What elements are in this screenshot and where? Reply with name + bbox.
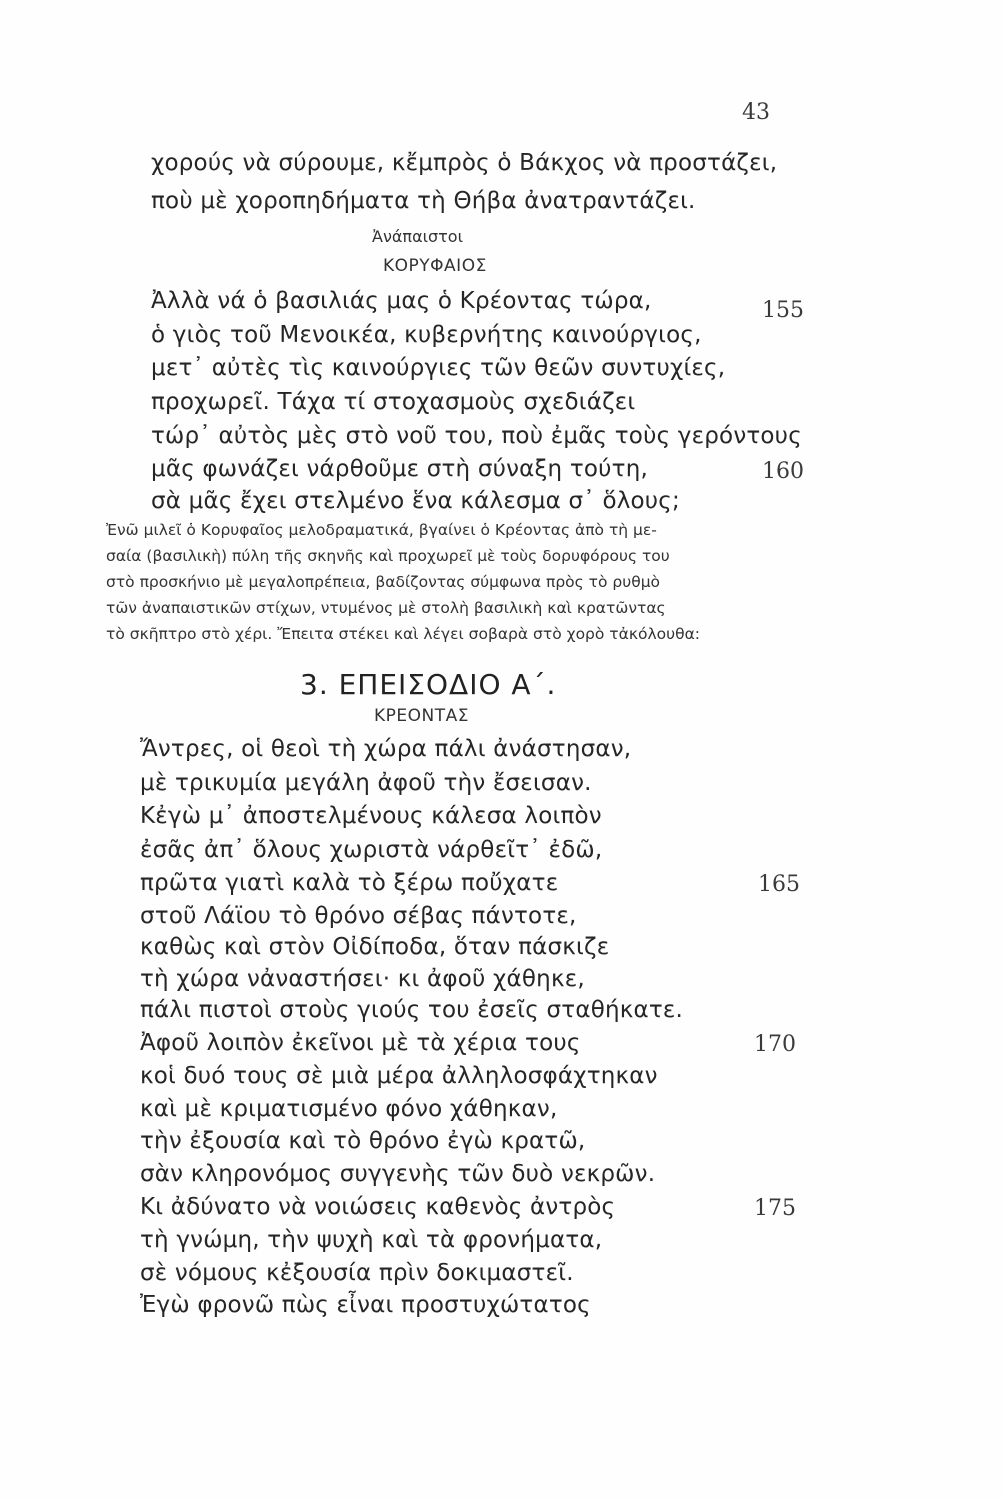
verse-line: μᾶς φωνάζει νάρθοῦμε στὴ σύναξη τούτη, [151, 456, 649, 482]
verse-line: Ἄντρες, οἱ θεοὶ τὴ χώρα πάλι ἀνάστησαν, [140, 736, 632, 762]
verse-line: Κἐγὼ μ᾽ ἀποστελμένους κάλεσα λοιπὸν [140, 803, 602, 829]
verse-line: μὲ τρικυμία μεγάλη ἀφοῦ τὴν ἔσεισαν. [140, 770, 592, 796]
line-number: 170 [754, 1032, 796, 1057]
verse-line: προχωρεῖ. Τάχα τί στοχασμοὺς σχεδιάζει [151, 389, 636, 415]
verse-line: στοῦ Λάϊου τὸ θρόνο σέβας πάντοτε, [140, 903, 577, 929]
verse-line: ποὺ μὲ χοροπηδήματα τὴ Θήβα ἀνατραντάζει. [151, 188, 696, 214]
line-number: 175 [754, 1196, 796, 1221]
verse-line: Ἐγὼ φρονῶ πὼς εἶναι προστυχώτατος [140, 1292, 591, 1318]
episode-title: 3. ΕΠΕΙΣΟΔΙΟ Α΄. [300, 668, 557, 701]
verse-line: τώρ᾽ αὐτὸς μὲς στὸ νοῦ του, ποὺ ἐμᾶς τοὺς γερόντους [151, 423, 802, 449]
line-number: 165 [758, 872, 800, 897]
verse-line: τὴ γνώμη, τὴν ψυχὴ καὶ τὰ φρονήματα, [140, 1227, 603, 1253]
speaker-name: ΚΡΕΟΝΤΑΣ [374, 706, 469, 726]
verse-line: ὁ γιὸς τοῦ Μενοικέα, κυβερνήτης καινούργιος, [151, 322, 702, 348]
stage-direction-line: στὸ προσκήνιο μὲ μεγαλοπρέπεια, βαδίζοντας σύμφωνα πρὸς τὸ ρυθμὸ [106, 573, 661, 591]
verse-line: τὴ χώρα νἀναστήσει· κι ἀφοῦ χάθηκε, [140, 966, 585, 992]
stage-direction-line: τὸ σκῆπτρο στὸ χέρι. Ἔπειτα στέκει καὶ λέγει σοβαρὰ στὸ χορὸ τἀκόλουθα: [106, 625, 701, 643]
verse-line: κοἱ δυό τους σὲ μιὰ μέρα ἀλληλοσφάχτηκαν [140, 1063, 658, 1089]
stage-label: Ἀνάπαιστοι [372, 227, 463, 246]
verse-line: σὲ νόμους κἐξουσία πρὶν δοκιμαστεῖ. [140, 1260, 574, 1286]
verse-line: Ἀλλὰ νά ὁ βασιλιάς μας ὁ Κρέοντας τώρα, [151, 288, 652, 314]
verse-line: σὰν κληρονόμος συγγενὴς τῶν δυὸ νεκρῶν. [140, 1161, 656, 1187]
verse-line: Κι ἀδύνατο νὰ νοιώσεις καθενὸς ἀντρὸς [140, 1194, 616, 1220]
verse-line: σὰ μᾶς ἔχει στελμένο ἕνα κάλεσμα σ᾽ ὅλους; [151, 488, 680, 514]
stage-direction-line: Ἐνῶ μιλεῖ ὁ Κορυφαῖος μελοδραματικά, βγαίνει ὁ Κρέοντας ἀπὸ τὴ με- [106, 521, 657, 539]
speaker-name: ΚΟΡΥΦΑΙΟΣ [383, 256, 487, 276]
verse-line: πρῶτα γιατὶ καλὰ τὸ ξέρω ποὔχατε [140, 870, 559, 896]
verse-line: χορούς νὰ σύρουμε, κἔμπρὸς ὁ Βάκχος νὰ προστάζει, [151, 150, 778, 176]
verse-line: ἐσᾶς ἀπ᾽ ὅλους χωριστὰ νάρθεῖτ᾽ ἐδῶ, [140, 837, 603, 863]
stage-direction-line: σαία (βασιλικὴ) πύλη τῆς σκηνῆς καὶ προχωρεῖ μὲ τοὺς δορυφόρους του [106, 547, 670, 565]
line-number: 155 [762, 298, 804, 323]
verse-line: τὴν ἐξουσία καὶ τὸ θρόνο ἐγὼ κρατῶ, [140, 1128, 586, 1154]
verse-line: καὶ μὲ κριματισμένο φόνο χάθηκαν, [140, 1096, 558, 1122]
page-number: 43 [742, 100, 770, 125]
verse-line: μετ᾽ αὐτὲς τὶς καινούργιες τῶν θεῶν συντυχίες, [151, 355, 726, 381]
verse-line: πάλι πιστοὶ στοὺς γιούς του ἐσεῖς σταθήκατε. [140, 997, 684, 1023]
line-number: 160 [762, 459, 804, 484]
verse-line: Ἀφοῦ λοιπὸν ἐκεῖνοι μὲ τὰ χέρια τους [140, 1030, 581, 1056]
verse-line: καθὼς καὶ στὸν Οἰδίποδα, ὅταν πάσκιζε [140, 934, 610, 960]
stage-direction-line: τῶν ἀναπαιστικῶν στίχων, ντυμένος μὲ στολὴ βασιλικὴ καὶ κρατῶντας [106, 599, 666, 617]
